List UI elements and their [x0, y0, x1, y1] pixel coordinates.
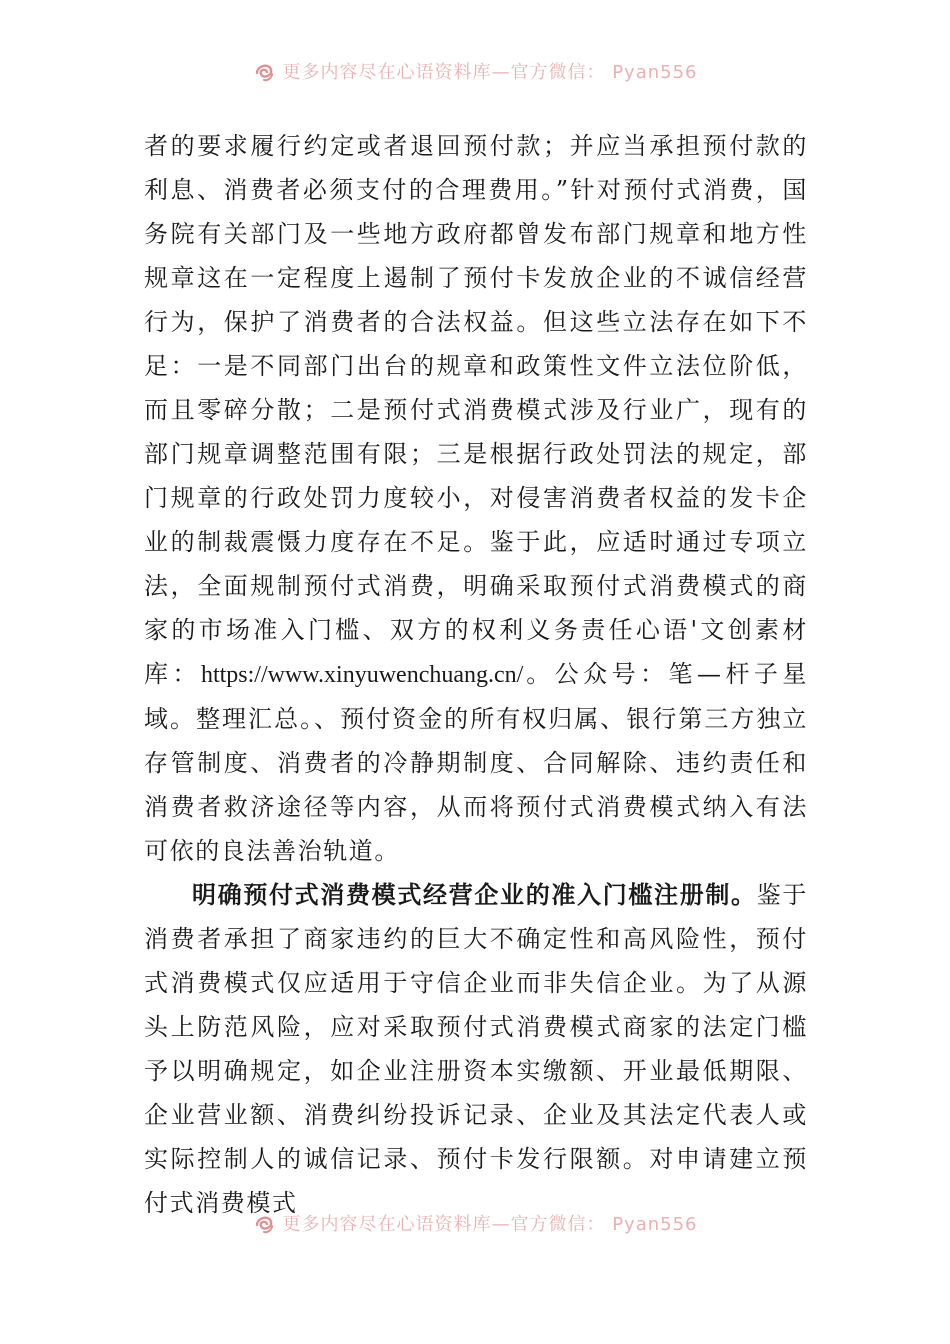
- document-body: [144, 124, 808, 1225]
- section-heading: 明确预付式消费模式经营企业的准入门槛注册制。: [192, 880, 757, 909]
- swirl-logo-icon: [252, 59, 276, 83]
- watermark-text: 更多内容尽在心语资料库—官方微信： Pyan556: [282, 62, 698, 83]
- source-link[interactable]: https://www.xinyuwenchuang.cn/: [200, 662, 524, 688]
- paragraph1-text-a: 者的要求履行约定或者退回预付款；并应当承担预付款的利息、消费者必须支付的合理费用。”针对预付式消费，国务院有关部门及一些地方政府都曾发布部门规章和地方性规章这在一定程度上遏制了预付卡发放企业的不诚信经营行为，保护了消费者的合法权益。但这些立法存在如下不足：一是不同部门出台的规章和政策性文件立法位阶低，而且零碎分散；二是预付式消费模式涉及行业广，现有的部门规章调整范围有限；三是根据行政处罚法的规定，部门规章的行政处罚力度较小，对侵害消费者权益的发卡企业的制裁震慑力度存在不足。鉴于此，应适时通过专项立法，全面规制预付式消费，明确采取预付式消费模式的商家的市场准入门槛、双方的权利义务责任心语'文创素材库：: [144, 132, 808, 688]
- paragraph-legislation-gaps: [144, 124, 808, 873]
- paragraph2-text: 鉴于消费者承担了商家违约的巨大不确定性和高风险性，预付式消费模式仅应适用于守信企业而非失信企业。为了从源头上防范风险，应对采取预付式消费模式商家的法定门槛予以明确规定，如企业注册资本实缴额、开业最低期限、企业营业额、消费纠纷投诉记录、企业及其法定代表人或实际控制人的诚信记录、预付卡发行限额。对申请建立预付式消费模式: [144, 881, 809, 1217]
- watermark-text: 更多内容尽在心语资料库—官方微信： Pyan556: [282, 1214, 698, 1235]
- swirl-logo-icon: [252, 1211, 276, 1235]
- paragraph-entry-threshold: [144, 873, 808, 1225]
- footer-watermark: [0, 1208, 950, 1238]
- header-watermark: [0, 56, 950, 86]
- paragraph1-text-b: 。公众号：笔—杆子星域。整理汇总。、预付资金的所有权归属、银行第三方独立存管制度、消费者的冷静期制度、合同解除、违约责任和消费者救济途径等内容，从而将预付式消费模式纳入有法可依的良法善治轨道。: [144, 660, 809, 865]
